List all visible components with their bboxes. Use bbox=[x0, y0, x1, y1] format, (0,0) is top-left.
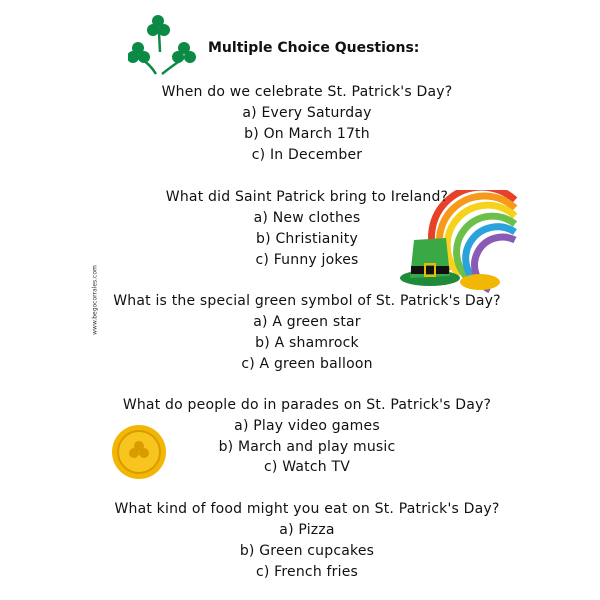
question-text: What is the special green symbol of St. Patrick's Day? bbox=[113, 293, 501, 309]
option: c) A green balloon bbox=[241, 356, 373, 372]
page-title: Multiple Choice Questions: bbox=[208, 40, 420, 56]
option: a) A green star bbox=[253, 314, 361, 330]
question-text: What do people do in parades on St. Patrick's Day? bbox=[122, 397, 492, 413]
option: a) Pizza bbox=[279, 522, 335, 538]
shamrock-icon bbox=[128, 12, 198, 77]
option: b) A shamrock bbox=[255, 335, 359, 351]
option: c) Funny jokes bbox=[255, 252, 359, 268]
question-text: What did Saint Patrick bring to Ireland? bbox=[165, 189, 449, 205]
option: b) March and play music bbox=[218, 439, 396, 455]
option: c) Watch TV bbox=[264, 459, 350, 475]
option: b) On March 17th bbox=[244, 126, 370, 142]
option: a) New clothes bbox=[253, 210, 361, 226]
question-text: When do we celebrate St. Patrick's Day? bbox=[161, 84, 453, 100]
option: a) Every Saturday bbox=[242, 105, 372, 121]
watermark: www.begocorrales.com bbox=[91, 265, 99, 335]
option: c) In December bbox=[251, 147, 363, 163]
option: a) Play video games bbox=[234, 418, 380, 434]
question-text: What kind of food might you eat on St. Patrick's Day? bbox=[114, 501, 500, 517]
option: b) Christianity bbox=[256, 231, 358, 247]
option: b) Green cupcakes bbox=[239, 543, 375, 559]
option: c) French fries bbox=[255, 564, 359, 580]
